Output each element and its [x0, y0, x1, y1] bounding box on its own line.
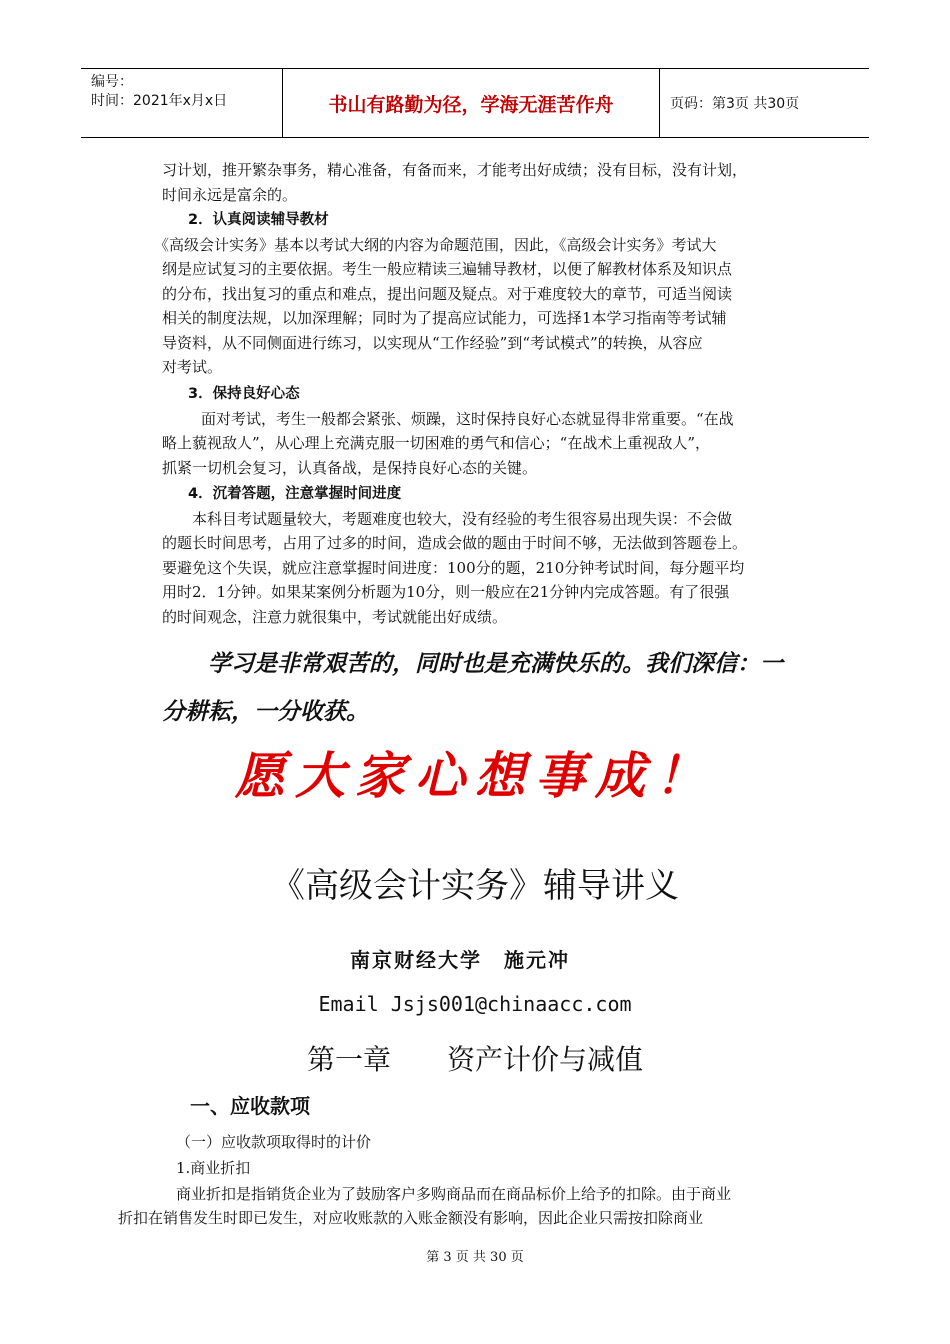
section-title: 一、应收款项	[190, 1094, 310, 1118]
text-line: 的时间观念，注意力就很集中，考试就能出好成绩。	[162, 607, 508, 626]
motto-line-1: 学习是非常艰苦的，同时也是充满快乐的。我们深信：一	[208, 651, 783, 677]
text-line: 抓紧一切机会复习，认真备战，是保持良好心态的关键。	[162, 458, 538, 477]
document-title: 《高级会计实务》辅导讲义	[271, 866, 679, 906]
heading-4: 4．沉着答题，注意掌握时间进度	[188, 486, 402, 502]
section-3	[162, 382, 810, 480]
header-left-cell	[81, 69, 283, 137]
header-page-info: 页码：第3页 共30页	[670, 96, 800, 112]
chapter-title: 第一章 资产计价与减值	[306, 1043, 643, 1076]
text-line: 用时2．1分钟。如果某案例分析题为10分，则一般应在21分钟内完成答题。有了很强	[162, 583, 730, 601]
text-line: 的分布，找出复习的重点和难点，提出问题及疑点。对于难度较大的章节，可适当阅读	[162, 284, 733, 303]
email-line: Email Jsjs001@chinaacc.com	[318, 992, 632, 1016]
text-line: 相关的制度法规，以加深理解；同时为了提高应试能力，可选择1本学习指南等考试辅	[162, 309, 727, 327]
text-line: 折扣在销售发生时即已发生，对应收账款的入账金额没有影响，因此企业只需按扣除商业	[118, 1209, 704, 1227]
text-line: 本科目考试题量较大，考题难度也较大，没有经验的考生很容易出现失误：不会做	[192, 509, 733, 528]
intro-paragraph	[162, 158, 810, 207]
motto-line-2: 分耕耘，一分收获。	[162, 699, 369, 725]
header-slogan: 书山有路勤为径，学海无涯苦作舟	[283, 69, 660, 137]
text-line: 导资料，从不同侧面进行练习，以实现从“工作经验”到“考试模式”的转换，从容应	[162, 333, 703, 352]
subsection-title: （一）应收款项取得时的计价	[176, 1133, 372, 1151]
text-line: 对考试。	[162, 358, 223, 376]
text-line: 纲是应试复习的主要依据。考生一般应精读三遍辅导教材，以便了解教材体系及知识点	[162, 260, 733, 278]
heading-2: 2．认真阅读辅导教材	[188, 212, 329, 228]
wish-banner: 愿大家心想事成！	[235, 746, 715, 805]
heading-3: 3．保持良好心态	[188, 386, 300, 402]
text-line: 时间永远是富余的。	[162, 185, 298, 204]
author-line: 南京财经大学 施元冲	[350, 948, 570, 972]
paragraph-5	[118, 1182, 838, 1230]
section-2	[154, 208, 810, 380]
item-title: 1.商业折扣	[176, 1159, 251, 1177]
text-line: 《高级会计实务》基本以考试大纲的内容为命题范围，因此，《高级会计实务》考试大	[154, 235, 717, 254]
header-table	[81, 68, 869, 138]
text-line: 商业折扣是指销货企业为了鼓励客户多购商品而在商品标价上给予的扣除。由于商业	[176, 1185, 732, 1203]
text-line: 的题长时间思考，占用了过多的时间，造成会做的题由于时间不够，无法做到答题卷上。	[162, 534, 748, 552]
text-line: 习计划，推开繁杂事务，精心准备，有备而来，才能考出好成绩；没有目标，没有计划，	[162, 161, 748, 179]
text-line: 面对考试，考生一般都会紧张、烦躁，这时保持良好心态就显得非常重要。“在战	[186, 409, 734, 428]
text-line: 略上藐视敌人”，从心理上充满克服一切困难的勇气和信心；“在战术上重视敌人”，	[162, 434, 711, 452]
date-label: 时间：2021年x月x日	[91, 93, 228, 109]
section-4	[162, 482, 810, 629]
number-label: 编号：	[91, 74, 133, 90]
page-footer: 第 3 页 共 30 页	[426, 1250, 524, 1265]
text-line: 要避免这个失误，就应注意掌握时间进度：100分的题，210分钟考试时间，每分题平均	[162, 558, 745, 577]
